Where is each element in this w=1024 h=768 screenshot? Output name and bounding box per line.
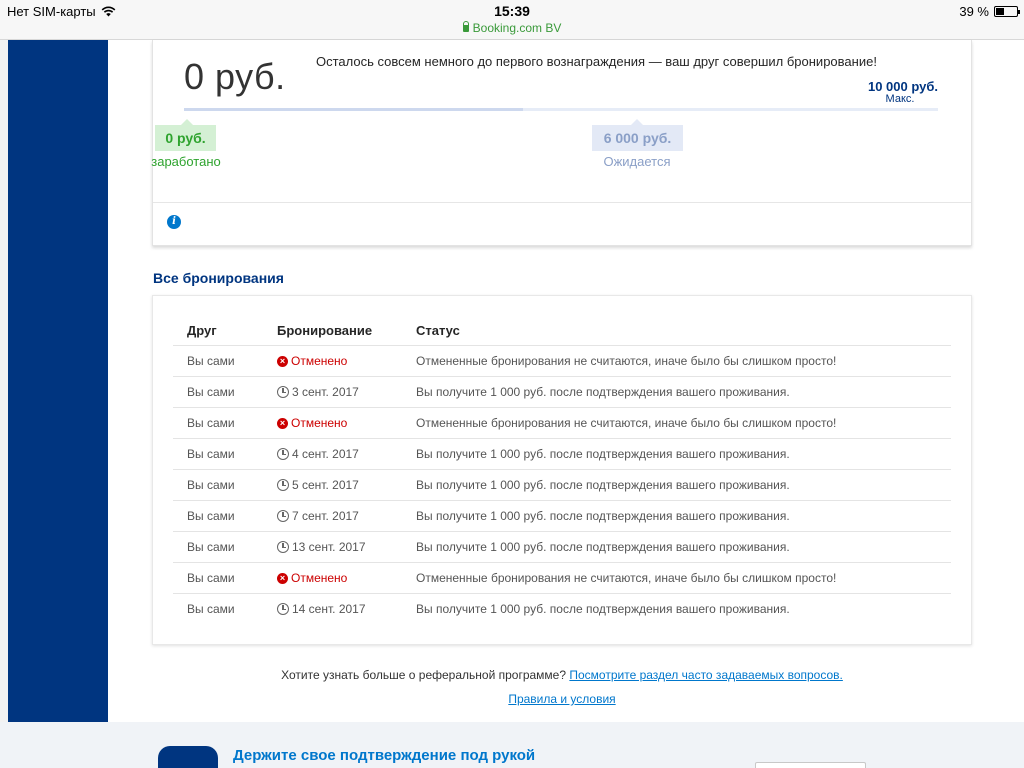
bookings-table bbox=[152, 295, 972, 645]
site-name: Booking.com BV bbox=[472, 21, 562, 35]
table-row bbox=[173, 470, 951, 501]
status-cell: Вы получите 1 000 руб. после подтверждения вашего проживания. bbox=[416, 509, 790, 523]
friend-cell: Вы сами bbox=[187, 385, 235, 399]
table-row bbox=[173, 377, 951, 408]
status-right bbox=[959, 4, 1018, 19]
clock-icon bbox=[277, 479, 289, 491]
card-divider bbox=[153, 202, 971, 203]
reward-progress-expected bbox=[184, 108, 523, 111]
info-icon[interactable]: i bbox=[167, 215, 181, 229]
booking-value: 7 сент. 2017 bbox=[292, 509, 359, 523]
booking-value: Отменено bbox=[291, 571, 348, 585]
max-reward-amount: 10 000 руб. bbox=[867, 79, 938, 94]
app-banner-button[interactable] bbox=[755, 762, 866, 768]
lock-icon bbox=[463, 25, 469, 32]
table-row bbox=[173, 563, 951, 594]
booking-cell bbox=[277, 354, 347, 368]
table-row bbox=[173, 346, 951, 377]
clock-icon bbox=[277, 510, 289, 522]
app-banner-title: Держите свое подтверждение под рукой bbox=[233, 747, 536, 764]
bookings-title: Все бронирования bbox=[153, 270, 284, 286]
battery-percent: 39 % bbox=[959, 4, 989, 19]
status-cell: Отмененные бронирования не считаются, иначе было бы слишком просто! bbox=[416, 416, 837, 430]
table-row bbox=[173, 501, 951, 532]
table-row bbox=[173, 594, 951, 625]
address-bar[interactable] bbox=[0, 21, 1024, 35]
clock-icon bbox=[277, 386, 289, 398]
status-cell: Отмененные бронирования не считаются, иначе было бы слишком просто! bbox=[416, 354, 837, 368]
booking-cell bbox=[277, 540, 366, 554]
carrier-label: Нет SIM-карты bbox=[7, 4, 96, 19]
faq-link[interactable]: Посмотрите раздел часто задаваемых вопросов. bbox=[569, 668, 843, 682]
expected-badge: 6 000 руб. bbox=[592, 125, 683, 151]
friend-cell: Вы сами bbox=[187, 509, 235, 523]
table-row bbox=[173, 408, 951, 439]
friend-cell: Вы сами bbox=[187, 540, 235, 554]
booking-value: 14 сент. 2017 bbox=[292, 602, 366, 616]
status-cell: Отмененные бронирования не считаются, иначе было бы слишком просто! bbox=[416, 571, 837, 585]
booking-value: Отменено bbox=[291, 354, 348, 368]
booking-cell bbox=[277, 385, 359, 399]
table-row bbox=[173, 532, 951, 563]
expected-label: Ожидается bbox=[603, 154, 671, 169]
booking-cell bbox=[277, 447, 359, 461]
booking-cell bbox=[277, 571, 347, 585]
faq-line bbox=[0, 668, 1024, 682]
booking-value: 4 сент. 2017 bbox=[292, 447, 359, 461]
earned-badge: 0 руб. bbox=[155, 125, 216, 151]
table-header bbox=[153, 296, 973, 346]
friend-cell: Вы сами bbox=[187, 602, 235, 616]
status-cell: Вы получите 1 000 руб. после подтверждения вашего проживания. bbox=[416, 478, 790, 492]
status-cell: Вы получите 1 000 руб. после подтверждения вашего проживания. bbox=[416, 602, 790, 616]
friend-cell: Вы сами bbox=[187, 354, 235, 368]
clock-icon bbox=[277, 541, 289, 553]
left-nav-panel bbox=[8, 40, 108, 722]
booking-value: Отменено bbox=[291, 416, 348, 430]
app-icon bbox=[158, 746, 218, 768]
status-cell: Вы получите 1 000 руб. после подтверждения вашего проживания. bbox=[416, 447, 790, 461]
clock-icon bbox=[277, 448, 289, 460]
booking-value: 5 сент. 2017 bbox=[292, 478, 359, 492]
column-header-status: Статус bbox=[416, 323, 460, 338]
battery-icon bbox=[994, 6, 1018, 17]
table-row bbox=[173, 439, 951, 470]
friend-cell: Вы сами bbox=[187, 447, 235, 461]
terms-link[interactable]: Правила и условия bbox=[508, 692, 616, 706]
clock-icon bbox=[277, 603, 289, 615]
booking-value: 3 сент. 2017 bbox=[292, 385, 359, 399]
x-circle-icon: × bbox=[277, 356, 288, 367]
earned-label: заработано bbox=[151, 154, 221, 169]
earned-total: 0 руб. bbox=[184, 56, 286, 97]
friend-cell: Вы сами bbox=[187, 478, 235, 492]
status-cell: Вы получите 1 000 руб. после подтверждения вашего проживания. bbox=[416, 540, 790, 554]
status-bar bbox=[0, 0, 1024, 40]
booking-cell bbox=[277, 602, 366, 616]
reward-message: Осталось совсем немного до первого вознаграждения — ваш друг совершил бронирование! bbox=[316, 54, 877, 69]
column-header-booking: Бронирование bbox=[277, 323, 373, 338]
column-header-friend: Друг bbox=[187, 323, 217, 338]
friend-cell: Вы сами bbox=[187, 416, 235, 430]
max-reward-label: Макс. bbox=[885, 93, 915, 105]
faq-question: Хотите узнать больше о реферальной программе? bbox=[281, 668, 567, 682]
reward-progress-track bbox=[184, 108, 938, 111]
status-cell: Вы получите 1 000 руб. после подтверждения вашего проживания. bbox=[416, 385, 790, 399]
booking-cell bbox=[277, 478, 359, 492]
booking-cell bbox=[277, 509, 359, 523]
clock-time: 15:39 bbox=[494, 3, 530, 19]
booking-cell bbox=[277, 416, 347, 430]
battery-fill bbox=[996, 8, 1004, 15]
table-body bbox=[173, 346, 951, 625]
friend-cell: Вы сами bbox=[187, 571, 235, 585]
x-circle-icon: × bbox=[277, 573, 288, 584]
booking-value: 13 сент. 2017 bbox=[292, 540, 366, 554]
x-circle-icon: × bbox=[277, 418, 288, 429]
